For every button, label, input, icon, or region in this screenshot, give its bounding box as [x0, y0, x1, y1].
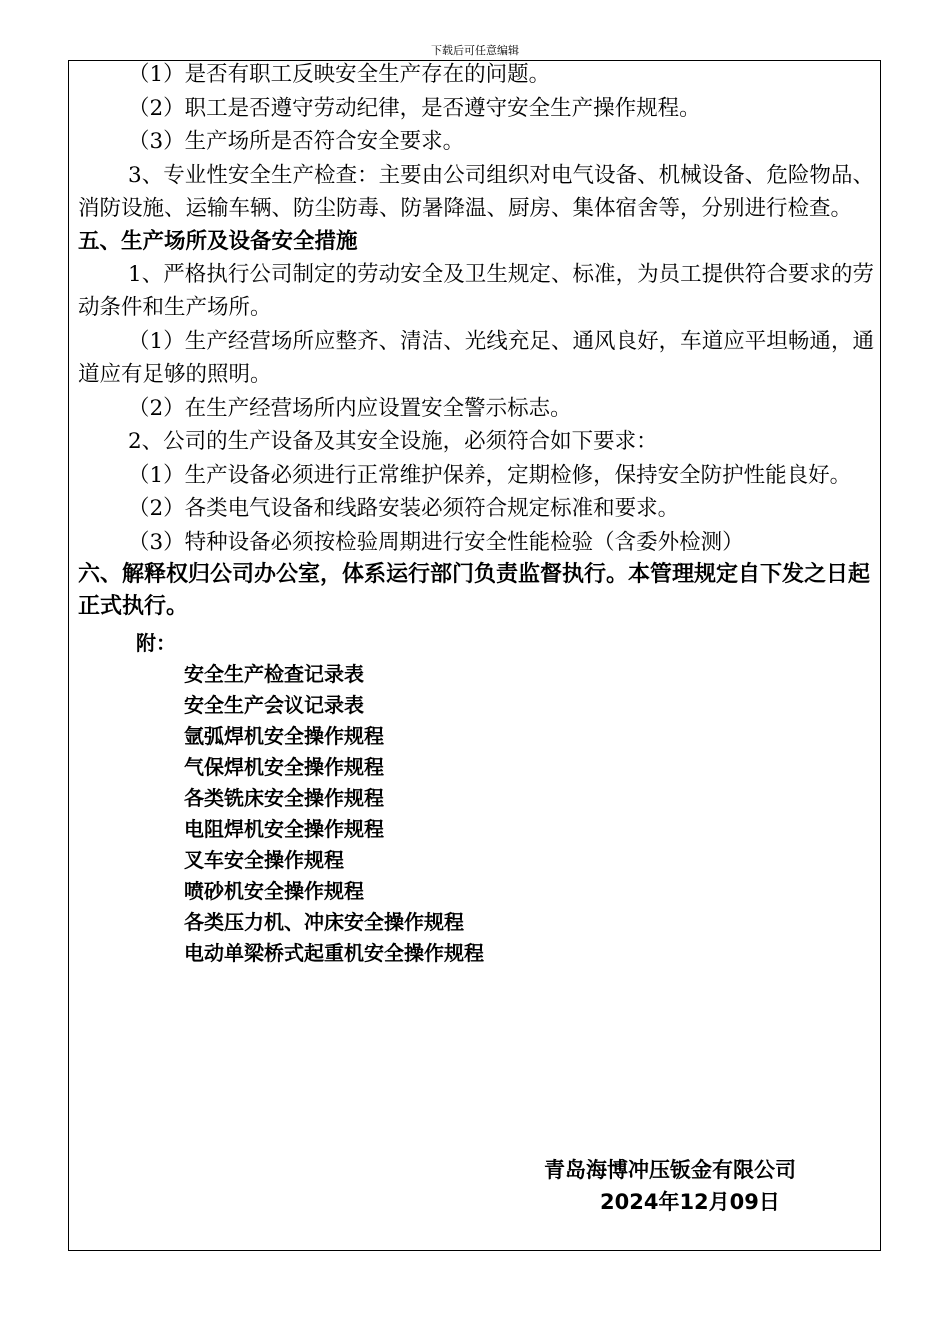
paragraph-workplace-tidy: （1）生产经营场所应整齐、清洁、光线充足、通风良好，车道应平坦畅通，通道应有足够的照明。 [78, 328, 874, 387]
paragraph-warning-signs: （2）在生产经营场所内应设置安全警示标志。 [128, 395, 572, 421]
signature-company: 青岛海博冲压钣金有限公司 [544, 1158, 796, 1182]
attachment-item: 叉车安全操作规程 [184, 848, 344, 872]
attachments-label: 附： [136, 631, 176, 655]
section-6-text: 六、解释权归公司办公室，体系运行部门负责监督执行。本管理规定自下发之日起正式执行。 [78, 562, 871, 619]
paragraph-check-item-2: （2）职工是否遵守劳动纪律，是否遵守安全生产操作规程。 [128, 95, 701, 121]
attachment-item: 安全生产会议记录表 [184, 693, 364, 717]
attachment-item: 各类压力机、冲床安全操作规程 [184, 910, 464, 934]
attachment-item: 喷砂机安全操作规程 [184, 879, 364, 903]
section-5-heading: 五、生产场所及设备安全措施 [78, 228, 358, 254]
paragraph-equipment-maintenance: （1）生产设备必须进行正常维护保养，定期检修，保持安全防护性能良好。 [128, 462, 852, 488]
header-note: 下载后可任意编辑 [431, 44, 519, 57]
paragraph-special-inspection: 3、专业性安全生产检查：主要由公司组织对电气设备、机械设备、危险物品、消防设施、运输车辆、防尘防毒、防暑降温、厨房、集体宿舍等，分别进行检查。 [78, 162, 874, 221]
paragraph-labor-conditions: 1、严格执行公司制定的劳动安全及卫生规定、标准，为员工提供符合要求的劳动条件和生产场所。 [78, 261, 874, 320]
paragraph-special-equipment: （3）特种设备必须按检验周期进行安全性能检验（含委外检测） [128, 529, 744, 555]
attachment-item: 气保焊机安全操作规程 [184, 755, 384, 779]
signature-date: 2024年12月09日 [600, 1190, 780, 1214]
attachment-item: 氩弧焊机安全操作规程 [184, 724, 384, 748]
attachment-item: 各类铣床安全操作规程 [184, 786, 384, 810]
paragraph-check-item-1: （1）是否有职工反映安全生产存在的问题。 [128, 62, 551, 87]
paragraph-check-item-3: （3）生产场所是否符合安全要求。 [128, 129, 465, 154]
attachments-list [78, 659, 874, 969]
paragraph-equipment-requirements: 2、公司的生产设备及其安全设施，必须符合如下要求： [128, 429, 658, 454]
attachment-item: 电动单梁桥式起重机安全操作规程 [184, 941, 484, 965]
paragraph-electrical-installation: （2）各类电气设备和线路安装必须符合规定标准和要求。 [128, 496, 680, 521]
attachment-item: 电阻焊机安全操作规程 [184, 817, 384, 841]
document-body [78, 58, 874, 969]
attachment-item: 安全生产检查记录表 [184, 662, 364, 686]
